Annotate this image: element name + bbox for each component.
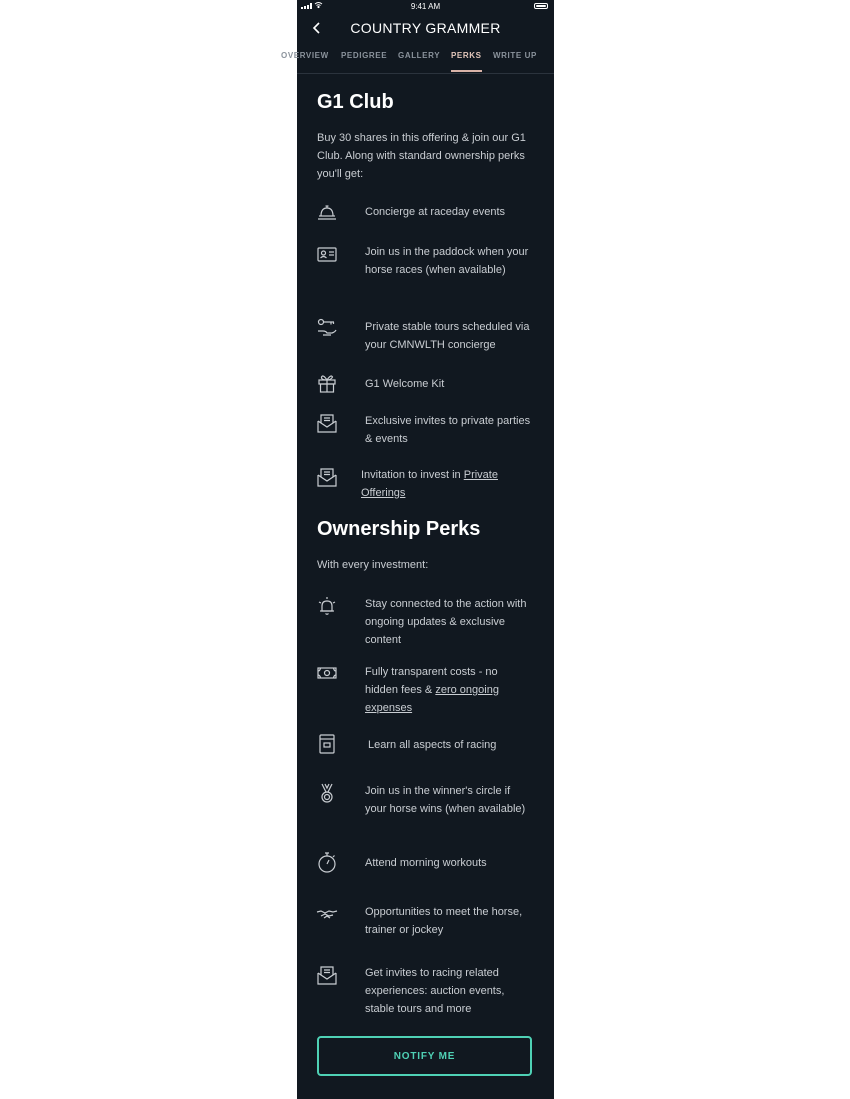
perk-text: Exclusive invites to private parties & events bbox=[365, 415, 531, 445]
phone-screen bbox=[281, 0, 554, 1099]
g1-club-intro: Buy 30 shares in this offering & join our G1 Club. Along with standard ownership perks you'll get: bbox=[317, 132, 526, 180]
perk-text: Private stable tours scheduled via your CMNWLTH concierge bbox=[365, 321, 530, 351]
stopwatch-icon bbox=[316, 851, 338, 873]
perk-text bbox=[361, 466, 529, 502]
perk-text bbox=[365, 663, 533, 717]
tab-overview[interactable]: OVERVIEW bbox=[281, 51, 329, 60]
handshake-icon bbox=[316, 903, 338, 925]
bell-ringing-icon bbox=[316, 595, 338, 617]
key-hand-icon bbox=[316, 317, 338, 339]
perk-text: Concierge at raceday events bbox=[365, 206, 506, 218]
battery-icon bbox=[534, 3, 548, 9]
status-bar bbox=[297, 0, 554, 14]
perk-text: G1 Welcome Kit bbox=[365, 378, 445, 390]
perk-text: Stay connected to the action with ongoing updates & exclusive content bbox=[365, 598, 527, 646]
perk-text: Join us in the paddock when your horse races (when available) bbox=[365, 246, 529, 276]
ownership-perks-heading: Ownership Perks bbox=[317, 518, 481, 540]
invite-envelope-icon bbox=[316, 412, 338, 434]
invite-envelope-icon bbox=[316, 466, 338, 488]
perk-text: Get invites to racing related experiences: auction events, stable tours and more bbox=[365, 967, 505, 1015]
g1-club-heading: G1 Club bbox=[317, 91, 394, 113]
tab-perks[interactable]: PERKS bbox=[451, 51, 482, 60]
invite-envelope-icon bbox=[316, 964, 338, 986]
nav-bar bbox=[297, 14, 554, 42]
tab-pedigree[interactable]: PEDIGREE bbox=[341, 51, 388, 60]
page-title: COUNTRY GRAMMER bbox=[350, 20, 501, 36]
book-icon bbox=[316, 733, 338, 755]
tab-write-up[interactable]: WRITE UP bbox=[493, 51, 537, 60]
private-offerings-link[interactable]: Private Offerings bbox=[361, 469, 498, 499]
medal-icon bbox=[316, 782, 338, 804]
gift-icon bbox=[316, 372, 338, 394]
perk-text: Join us in the winner's circle if your horse wins (when available) bbox=[365, 785, 526, 815]
id-card-icon bbox=[316, 243, 338, 265]
tab-gallery[interactable]: GALLERY bbox=[398, 51, 441, 60]
perk-text: Opportunities to meet the horse, trainer or jockey bbox=[365, 906, 523, 936]
zero-ongoing-expenses-link[interactable]: zero ongoing expenses bbox=[365, 684, 499, 714]
perk-text-part: Fully transparent costs - no hidden fees & bbox=[365, 666, 498, 696]
money-icon bbox=[316, 662, 338, 684]
perk-text-part: Invitation to invest in bbox=[361, 469, 464, 481]
ownership-perks-intro: With every investment: bbox=[317, 559, 429, 571]
status-time: 9:41 AM bbox=[410, 2, 441, 11]
perk-text: Attend morning workouts bbox=[365, 857, 487, 869]
notify-me-button[interactable]: NOTIFY ME bbox=[317, 1036, 532, 1076]
bell-service-icon bbox=[316, 200, 338, 222]
tab-bar bbox=[281, 46, 554, 74]
perk-text: Learn all aspects of racing bbox=[368, 739, 497, 751]
